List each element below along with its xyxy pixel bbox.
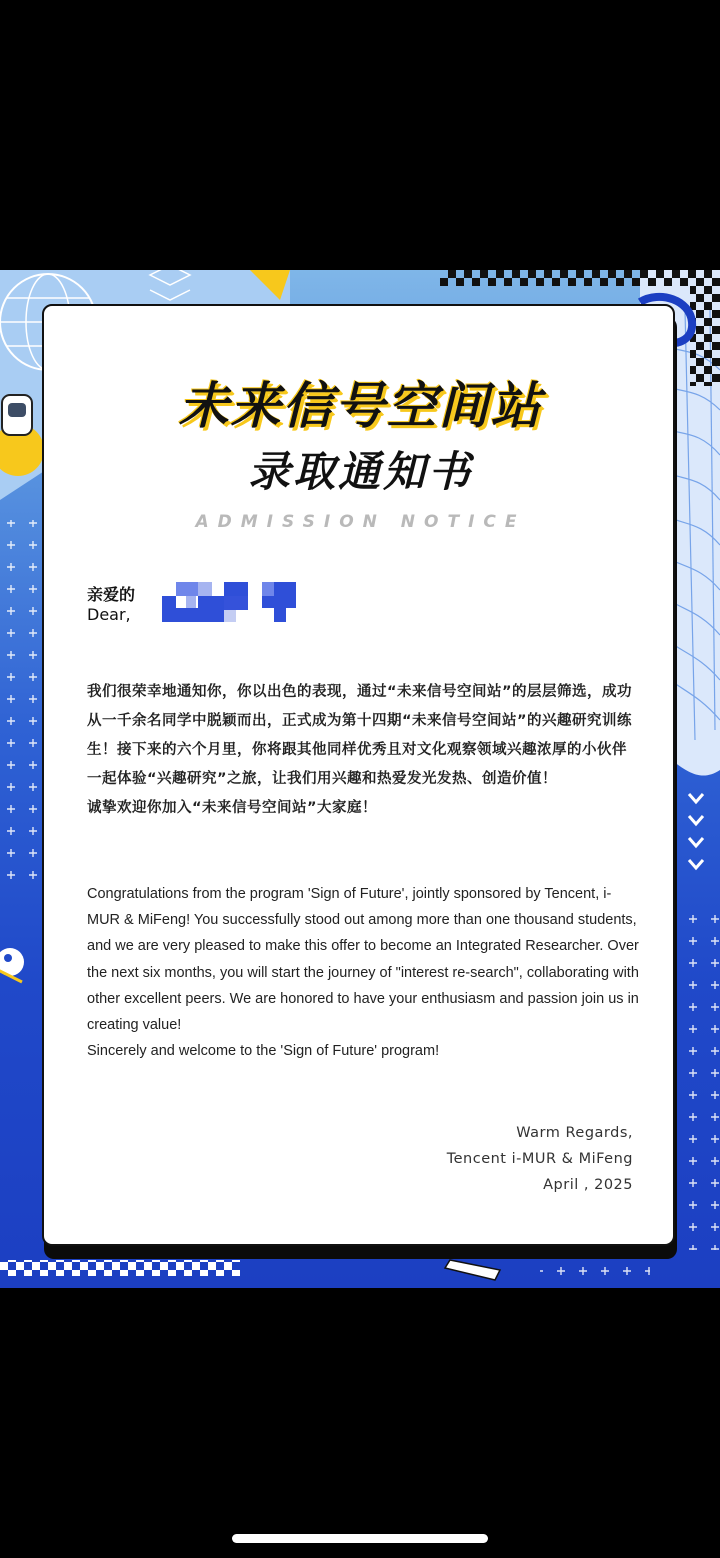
greeting-cn: 亲爱的 [87, 585, 136, 604]
chevron-down-icon [689, 794, 703, 868]
body-cn-paragraph-2: 诚挚欢迎你加入“未来信号空间站”大家庭！ [87, 800, 378, 816]
body-en-paragraph-1: Congratulations from the program 'Sign of Future', jointly sponsored by Tencent, i-MUR & MiFeng! You successfully stood out among more than one thousand students, and we are very pleased to make this offer to become an Integrated Researcher. Over the next six months, you will start the journey of "interest re-search", collaborating with other excellent peers. We are honored to have your enthusiasm and passion join us in creating value! [87, 886, 639, 1034]
signatory: Tencent i-MUR & MiFeng [446, 1151, 633, 1167]
home-indicator[interactable] [232, 1534, 488, 1543]
notice-title: 录取通知书 [247, 447, 473, 496]
body-en-paragraph-2: Sincerely and welcome to the 'Sign of Future' program! [87, 1043, 440, 1060]
greeting-en: Dear, [87, 605, 131, 624]
notice-date: April , 2025 [543, 1177, 633, 1193]
recipient-name-redacted [162, 582, 302, 622]
program-title: 未来信号空间站 [178, 377, 543, 435]
greeting [87, 585, 135, 625]
body-cn-paragraph-1: 我们很荣幸地通知你，你以出色的表现，通过“未来信号空间站”的层层筛选，成功从一千余名同学中脱颖而出，正式成为第十四期“未来信号空间站”的兴趣研究训练生！接下来的六个月里，你将跟其他同样优秀且对文化观察领域兴趣浓厚的小伙伴一起体验“兴趣研究”之旅，让我们用兴趣和热爱发光发热、创造价值！ [87, 684, 633, 787]
signoff: Warm Regards, [516, 1125, 633, 1141]
body-english [87, 881, 639, 1064]
body-chinese [87, 678, 637, 823]
signature-block [447, 1120, 633, 1198]
admission-card [42, 304, 675, 1246]
notice-title-en: ADMISSION NOTICE [195, 512, 526, 532]
admission-poster [0, 270, 720, 1288]
